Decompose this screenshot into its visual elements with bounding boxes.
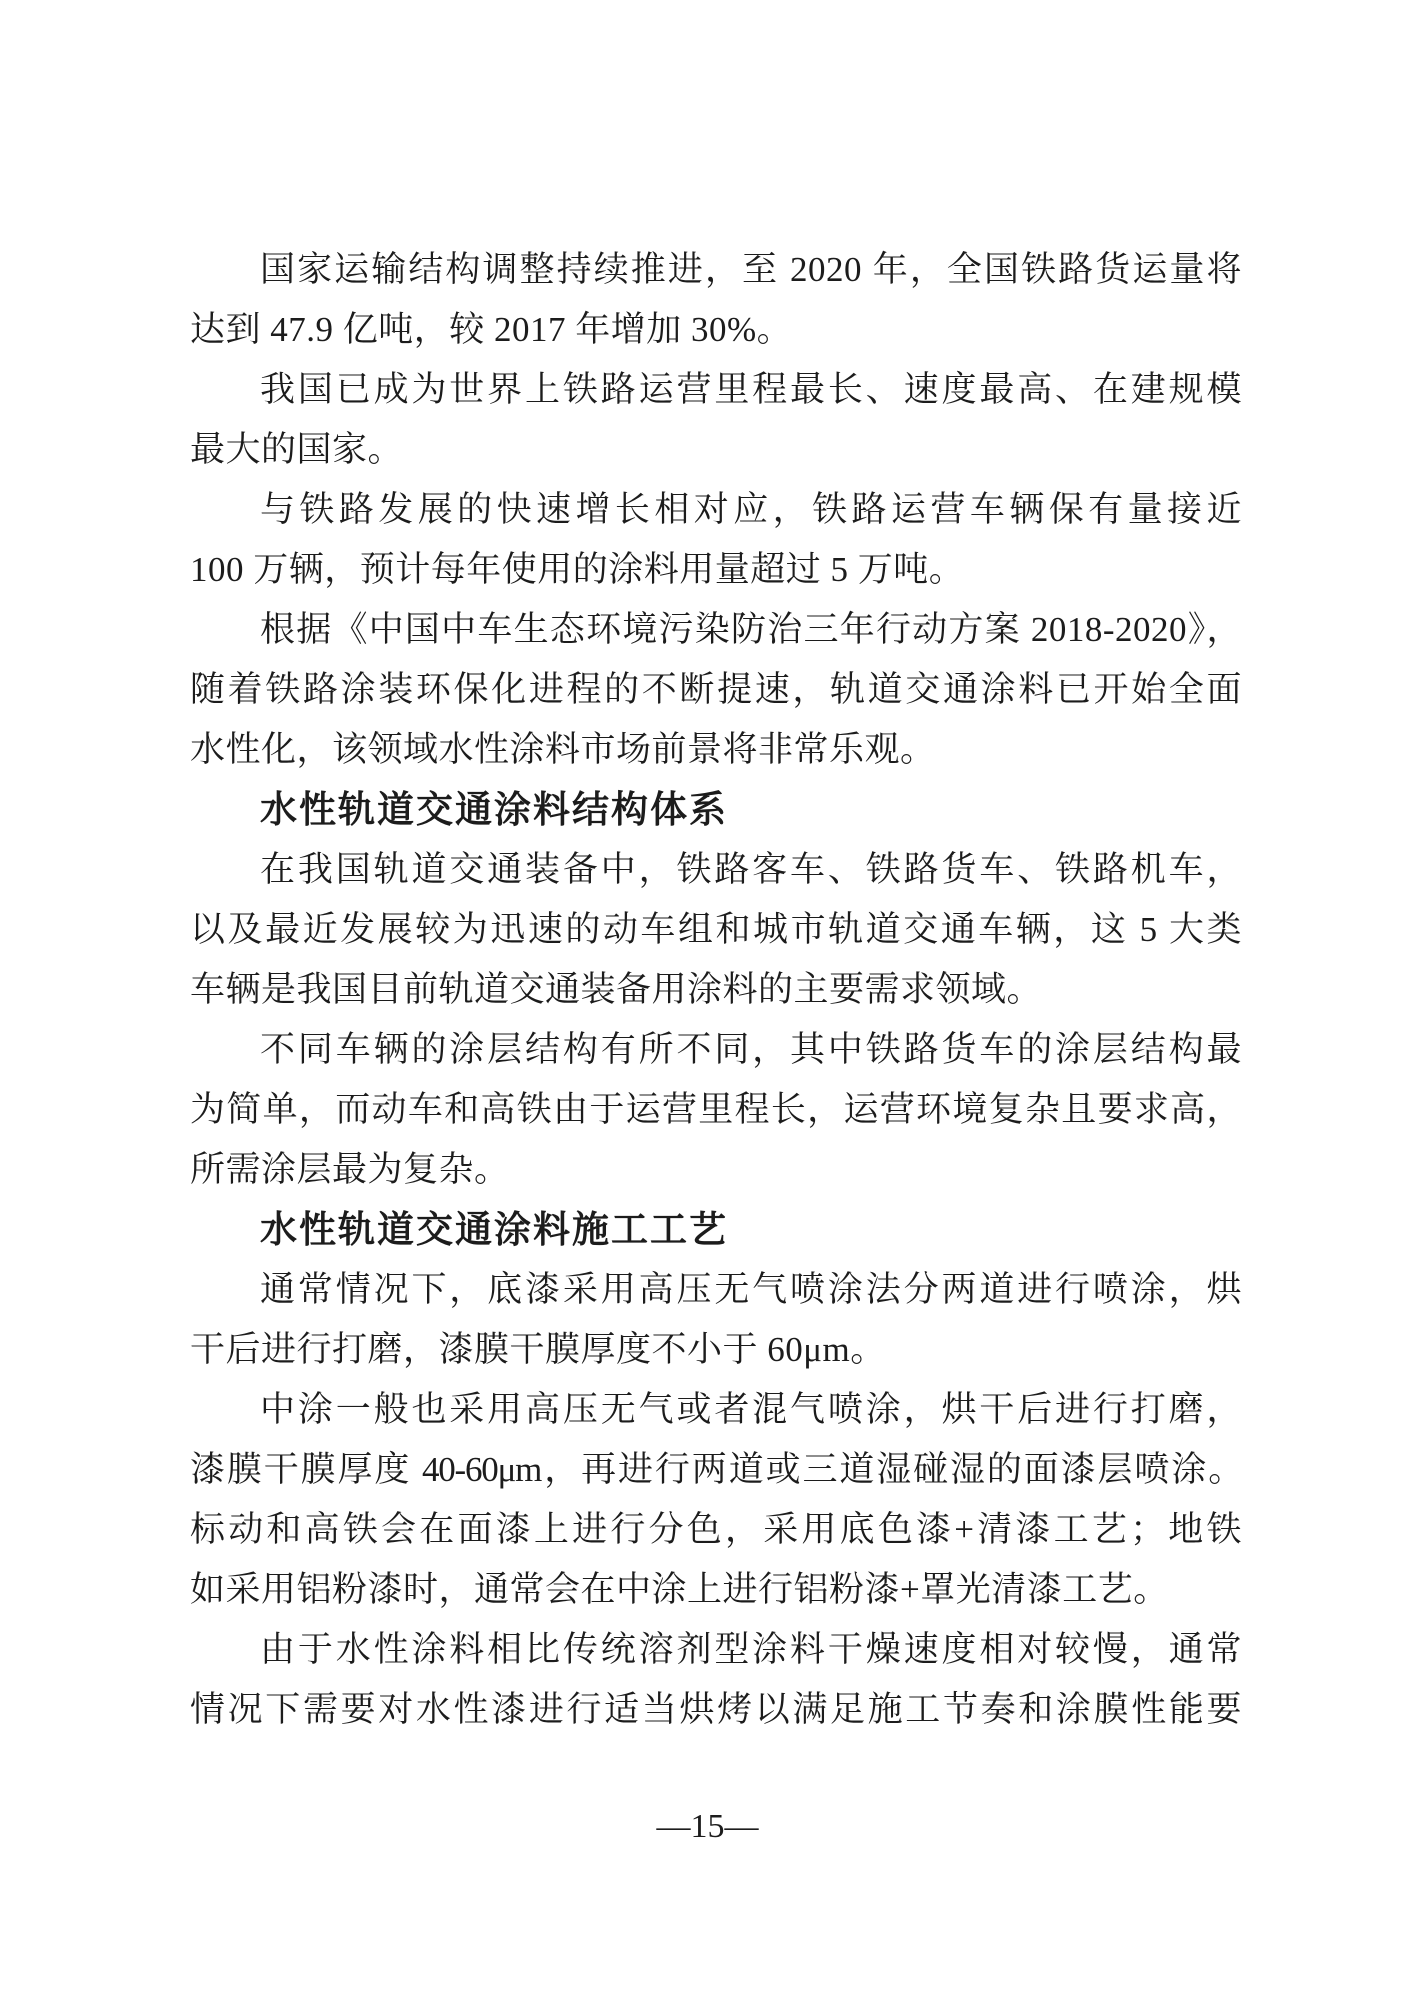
paragraph-line: 如采用铝粉漆时，通常会在中涂上进行铝粉漆+罩光清漆工艺。 xyxy=(190,1570,1169,1609)
paragraph-line: 最大的国家。 xyxy=(190,430,404,469)
paragraph-line: 随着铁路涂装环保化进程的不断提速，轨道交通涂料已开始全面 xyxy=(190,670,1242,709)
paragraph-line: 车辆是我国目前轨道交通装备用涂料的主要需求领域。 xyxy=(190,970,1043,1009)
paragraph-line: 国家运输结构调整持续推进，至 2020 年，全国铁路货运量将 xyxy=(260,250,1242,289)
document-body xyxy=(190,240,1242,1740)
paragraph-line: 以及最近发展较为迅速的动车组和城市轨道交通车辆，这 5 大类 xyxy=(190,910,1242,949)
paragraph-line: 在我国轨道交通装备中，铁路客车、铁路货车、铁路机车， xyxy=(260,850,1242,889)
section-heading-application-process: 水性轨道交通涂料施工工艺 xyxy=(260,1209,728,1250)
paragraph-line: 达到 47.9 亿吨，较 2017 年增加 30%。 xyxy=(190,310,793,349)
paragraph-line: 中涂一般也采用高压无气或者混气喷涂，烘干后进行打磨， xyxy=(260,1390,1242,1429)
section-heading-structure-system: 水性轨道交通涂料结构体系 xyxy=(260,789,728,830)
paragraph-line: 根据《中国中车生态环境污染防治三年行动方案 2018-2020》， xyxy=(260,610,1242,649)
paragraph-line: 通常情况下，底漆采用高压无气喷涂法分两道进行喷涂，烘 xyxy=(260,1270,1242,1309)
paragraph-line: 漆膜干膜厚度 40-60μm，再进行两道或三道湿碰湿的面漆层喷涂。 xyxy=(190,1450,1242,1489)
paragraph-line: 不同车辆的涂层结构有所不同，其中铁路货车的涂层结构最 xyxy=(260,1030,1242,1069)
paragraph-line: 我国已成为世界上铁路运营里程最长、速度最高、在建规模 xyxy=(260,370,1242,409)
paragraph-line: 与铁路发展的快速增长相对应，铁路运营车辆保有量接近 xyxy=(260,490,1242,529)
paragraph-line: 情况下需要对水性漆进行适当烘烤以满足施工节奏和涂膜性能要 xyxy=(190,1690,1242,1729)
paragraph-line: 水性化，该领域水性涂料市场前景将非常乐观。 xyxy=(190,730,936,769)
page-number: —15— xyxy=(656,1808,759,1845)
paragraph-line: 标动和高铁会在面漆上进行分色，采用底色漆+清漆工艺；地铁 xyxy=(190,1510,1242,1549)
paragraph-line: 干后进行打磨，漆膜干膜厚度不小于 60μm。 xyxy=(190,1330,886,1369)
paragraph-line: 100 万辆，预计每年使用的涂料用量超过 5 万吨。 xyxy=(190,550,965,589)
paragraph-line: 为简单，而动车和高铁由于运营里程长，运营环境复杂且要求高， xyxy=(190,1090,1242,1129)
paragraph-line: 所需涂层最为复杂。 xyxy=(190,1150,510,1189)
paragraph-line: 由于水性涂料相比传统溶剂型涂料干燥速度相对较慢，通常 xyxy=(260,1630,1242,1669)
